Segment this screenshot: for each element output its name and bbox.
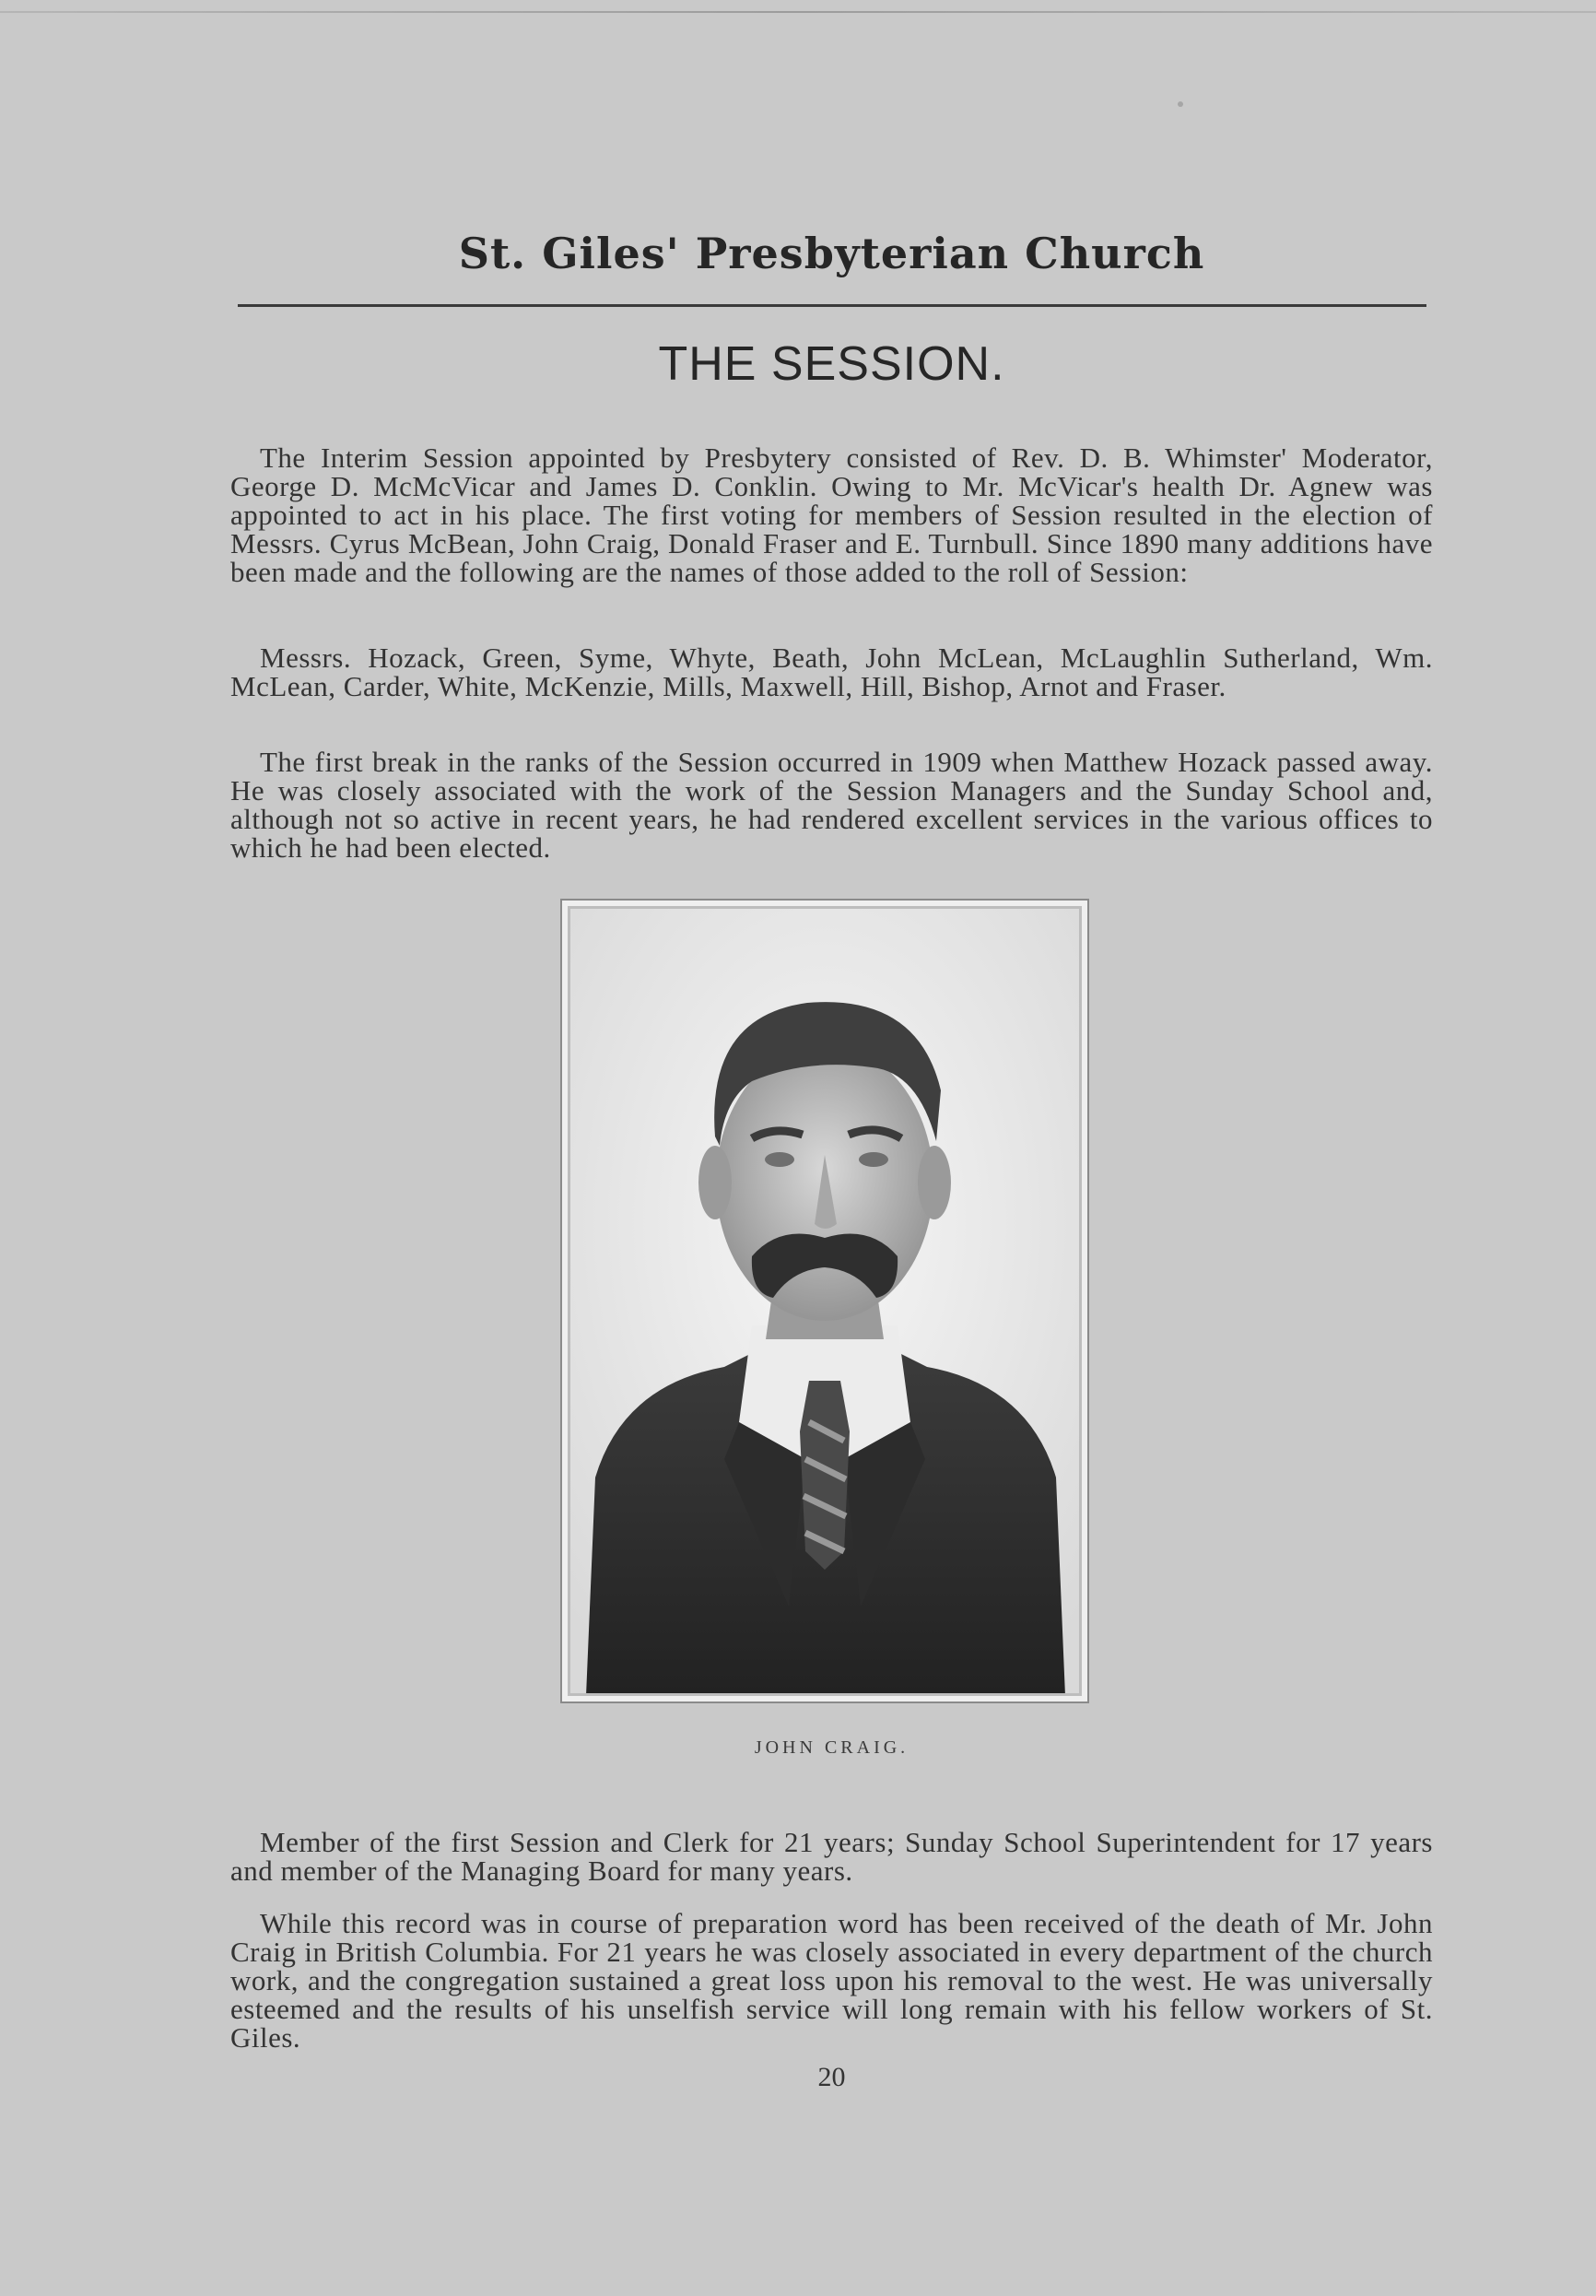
page-number: 20	[817, 2062, 846, 2092]
paragraph-first-break: The first break in the ranks of the Session occurred in 1909 when Matthew Hozack passed away. He was closely associated with the work of the Session Managers and the Sunday School and, although not so active in recent years, he had rendered excellent services in the various offices to which he had been elected.	[230, 746, 1433, 864]
portrait-image	[568, 906, 1082, 1696]
section-title: THE SESSION.	[658, 337, 1005, 391]
paragraph-john-craig-service: Member of the first Session and Clerk for 21 years; Sunday School Superintendent for 17 years and member of the Managing Board for many years.	[230, 1826, 1433, 1887]
page-content	[230, 0, 1433, 2296]
paragraph-session-members: Messrs. Hozack, Green, Syme, Whyte, Beath, John McLean, McLaughlin Sutherland, Wm. McLean, Carder, White, McKenzie, Mills, Maxwell, Hill, Bishop, Arnot and Fraser.	[230, 642, 1433, 702]
photo-caption: JOHN CRAIG.	[754, 1737, 909, 1758]
header-divider	[238, 304, 1426, 307]
paragraph-john-craig-death: While this record was in course of preparation word has been received of the death of Mr. John Craig in British Columbia. For 21 years he was closely associated in every department of the church work, and the congregation sustained a great loss upon his removal to the west. He was universally esteemed and the results of his unselfish service will long remain with his fellow workers of St. Giles.	[230, 1907, 1433, 2054]
paragraph-interim-session: The Interim Session appointed by Presbytery consisted of Rev. D. B. Whimster' Moderator, George D. McMcVicar and James D. Conklin. Owing to Mr. McVicar's health Dr. Agnew was appointed to act in his place. The first voting for members of Session resulted in the election of Messrs. Cyrus McBean, John Craig, Donald Fraser and E. Turnbull. Since 1890 many additions have been made and the following are the names of those added to the roll of Session:	[230, 442, 1433, 588]
church-header-title: St. Giles' Presbyterian Church	[458, 229, 1205, 278]
portrait-photo	[560, 899, 1089, 1703]
